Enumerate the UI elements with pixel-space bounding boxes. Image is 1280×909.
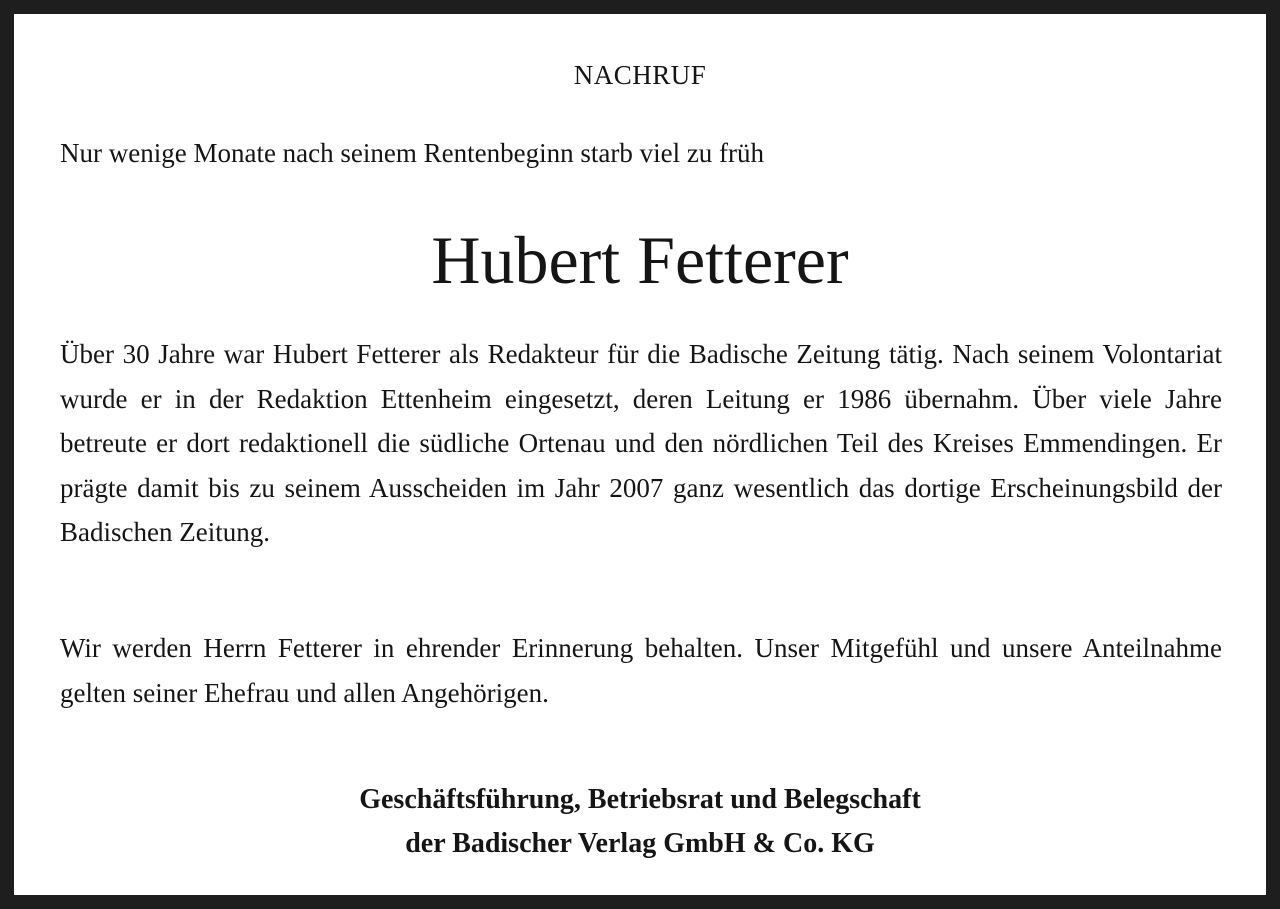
biography-paragraph: Über 30 Jahre war Hubert Fetterer als Redakteur für die Badische Zeitung tätig. Nach seinem Volontariat wurde er in der Redaktion Ettenheim eingesetzt, deren Leitung er 1986 übernahm. Über viele Jahre betreute er dort redaktionell die südliche Ortenau und den nördlichen Teil des Kreises Emmendingen. Er prägte damit bis zu seinem Ausscheiden im Jahr 2007 ganz wesentlich das dortige Erscheinungsbild der Badischen Zeitung. <box>60 339 1222 547</box>
notice-heading: NACHRUF <box>573 60 707 90</box>
intro-line: Nur wenige Monate nach seinem Rentenbeginn starb viel zu früh <box>60 138 765 168</box>
signature-line-2: der Badischer Verlag GmbH & Co. KG <box>405 828 875 859</box>
deceased-name: Hubert Fetterer <box>431 222 849 298</box>
condolence-paragraph: Wir werden Herrn Fetterer in ehrender Erinnerung behalten. Unser Mitgefühl und unsere Anteilnahme gelten seiner Ehefrau und allen Angehörigen. <box>60 633 1222 708</box>
signature-line-1: Geschäftsführung, Betriebsrat und Belegschaft <box>359 784 921 815</box>
signature-block <box>14 778 1266 866</box>
obituary-notice <box>14 14 1266 895</box>
